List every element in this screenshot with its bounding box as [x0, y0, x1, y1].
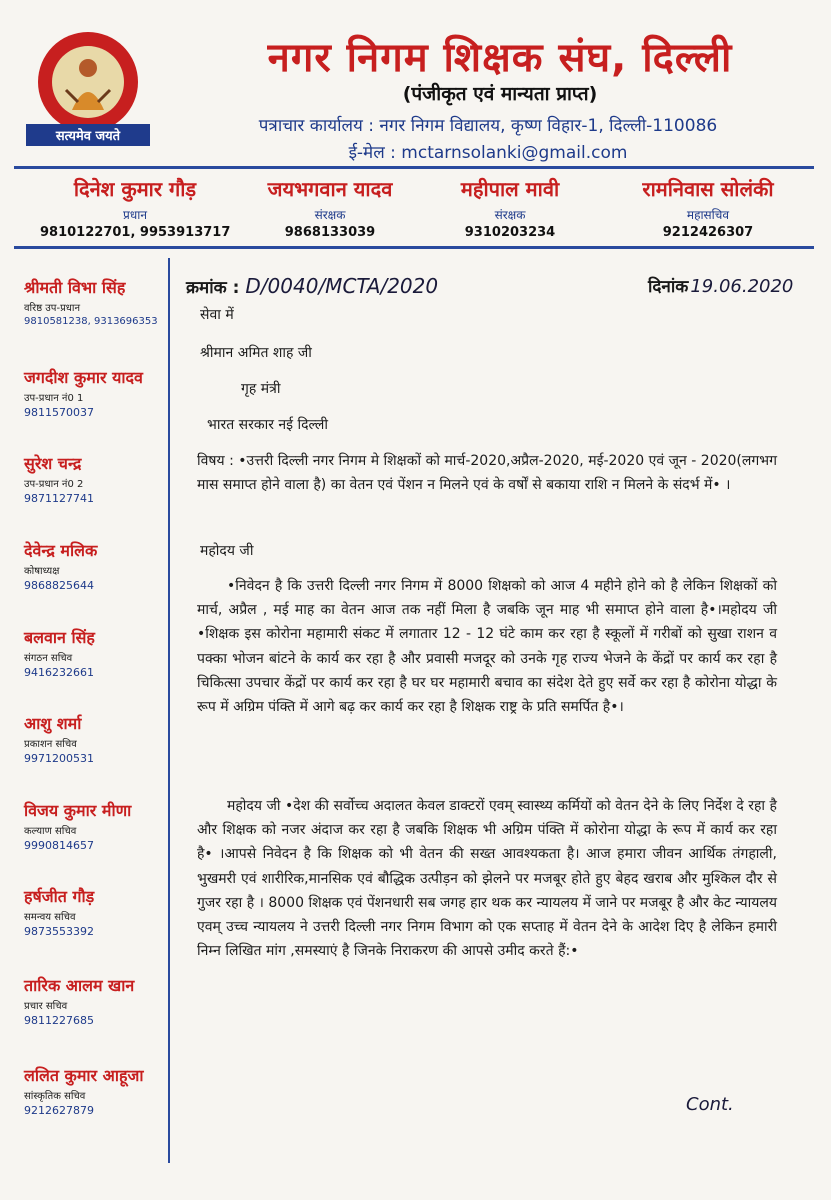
member-phone: 9990814657 [24, 839, 94, 852]
officer-role: संरक्षक [494, 208, 526, 222]
member-role: प्रचार सचिव [24, 1001, 68, 1012]
officer-patron-1 [245, 175, 415, 240]
letter-paragraph-1: •निवेदन है कि उत्तरी दिल्ली नगर निगम में 8000 शिक्षको को आज 4 महीने होने को है लेकिन शिक्षकों को मार्च, अप्रैल , मई माह का वेतन आज तक नहीं मिला है जबकि जून माह भी समाप्त होने वाला है•।महोदय जी •शिक्षक इस कोरोना महामारी संकट में लगातार 12 - 12 घंटे काम कर रहा है स्कूलों में गरीबों को सुखा राशन व पक्का भोजन बांटने के कार्य कर रहा है और प्रवासी मजदूर को उनके गृह राज्य भेजने के केंद्रों पर कार्य कर रहा है चिकित्सा उपचार केंद्रों पर कार्य कर रहा है घर घर महामारी बचाव का संदेश देते हुए सर्वे कर रहा है कोरोना योद्धा के रूप में अग्रिम पंक्ति में आगे बढ़ कर कार्य कर रहा है शिक्षक राष्ट्र के प्रति समर्पित है•। [197, 578, 777, 716]
member-phone: 9868825644 [24, 579, 94, 592]
sidebar-member [24, 799, 164, 852]
member-name: सुरेश चन्द्र [24, 454, 82, 473]
officer-role: प्रधान [123, 208, 147, 222]
letter-to: सेवा में [200, 307, 234, 323]
date-label: दिनांक [648, 277, 689, 297]
sidebar-member [24, 276, 164, 327]
officer-name: जयभगवान यादव [267, 177, 393, 201]
officer-name: रामनिवास सोलंकी [642, 177, 774, 201]
officer-name: महीपाल मावी [460, 177, 560, 201]
officer-phone: 9310203234 [464, 225, 556, 240]
officers-divider [14, 246, 814, 249]
officer-phone: 9212426307 [662, 225, 754, 240]
member-name: तारिक आलम खान [24, 976, 135, 995]
sidebar-member [24, 452, 164, 505]
officer-president [40, 175, 230, 240]
member-name: देवेन्द्र मलिक [24, 541, 98, 560]
continued-note: Cont. [686, 1094, 734, 1115]
reference-number [186, 274, 438, 298]
member-role: सांस्कृतिक सचिव [24, 1091, 86, 1102]
member-phone: 9971200531 [24, 752, 94, 765]
member-role: संगठन सचिव [24, 653, 73, 664]
member-phone: 9873553392 [24, 925, 94, 938]
member-role: उप-प्रधान नं0 1 [24, 393, 84, 404]
member-name: आशु शर्मा [24, 714, 82, 733]
office-email: ई-मेल : mctarnsolanki@gmail.com [348, 143, 628, 163]
sidebar-member [24, 366, 164, 419]
union-logo [22, 30, 152, 148]
member-phone: 9212627879 [24, 1104, 94, 1117]
member-phone: 9811570037 [24, 406, 94, 419]
letter-date [648, 274, 793, 297]
officer-phone: 9810122701, 9953913717 [40, 225, 231, 240]
member-phone: 9810581238, 9313696353 [24, 316, 158, 327]
date-value: 19.06.2020 [690, 276, 794, 297]
letter-salutation: महोदय जी [200, 543, 254, 559]
sidebar-member [24, 1064, 164, 1117]
sidebar-member [24, 885, 164, 938]
office-address: पत्राचार कार्यालय : नगर निगम विद्यालय, कृष्ण विहार-1, दिल्ली-110086 [258, 116, 718, 136]
member-name: जगदीश कुमार यादव [24, 368, 143, 387]
letter-org: भारत सरकार नई दिल्ली [207, 417, 328, 433]
member-name: श्रीमती विभा सिंह [24, 278, 126, 297]
sidebar-member [24, 974, 164, 1027]
member-role: वरिष्ठ उप-प्रधान [24, 303, 81, 314]
member-name: हर्षजीत गौड़ [24, 887, 95, 906]
officer-general-secretary [608, 175, 808, 240]
member-phone: 9811227685 [24, 1014, 94, 1027]
letter-addressee: श्रीमान अमित शाह जी [200, 345, 312, 361]
member-role: प्रकाशन सचिव [24, 739, 77, 750]
letter-designation: गृह मंत्री [241, 381, 281, 397]
officer-name: दिनेश कुमार गौड़ [73, 177, 197, 201]
sidebar-member [24, 539, 164, 592]
sidebar-member [24, 626, 164, 679]
officer-role: महासचिव [686, 208, 730, 222]
header-divider [14, 166, 814, 169]
member-name: बलवान सिंह [24, 628, 95, 647]
reference-label: क्रमांक : [186, 278, 240, 298]
member-phone: 9416232661 [24, 666, 94, 679]
sidebar-divider [168, 258, 170, 1163]
member-name: ललित कुमार आहूजा [24, 1066, 144, 1085]
letter-paragraph-2: महोदय जी •देश की सर्वोच्च अदालत केवल डाक्टरों एवम् स्वास्थ्य कर्मियों को वेतन देने के लिए निर्देश दे रहा है और शिक्षक को नजर अंदाज कर रहा है जबकि शिक्षक भी अग्रिम पंक्ति में कोरोना योद्धा के रूप में कार्य कर रहा है• ।आपसे निवेदन है कि शिक्षक को भी वेतन की सख्त आवश्यकता है। आज हमारा जीवन आर्थिक तंगहाली, भुखमरी एवं शारीरिक,मानसिक एवं बौद्धिक उत्पीड़न को झेलने पर मजबूर होते हुए बेहद खराब और मुश्किल दौर से गुजर रहा है । 8000 शिक्षक एवं पेंशनधारी सब जगह हार थक कर न्यायलय में जाने पर मजबूर है और केट न्यायलय एवम् उच्च न्यायलय ने उत्तरी दिल्ली नगर निगम विभाग को एक सप्ताह में वेतन देने के आदेश दिए है लेकिन हमारी निम्न लिखित मांग ,समस्याएं है जिनके निराकरण की आपसे उमीद करते हैं:• [197, 798, 777, 960]
logo-motto: सत्यमेव जयते [55, 129, 121, 144]
org-subtitle: (पंजीकृत एवं मान्यता प्राप्त) [402, 83, 598, 105]
org-title: नगर निगम शिक्षक संघ, दिल्ली [267, 35, 733, 81]
officer-phone: 9868133039 [284, 225, 376, 240]
member-phone: 9871127741 [24, 492, 94, 505]
officer-patron-2 [430, 175, 590, 240]
reference-value: D/0040/MCTA/2020 [245, 274, 439, 298]
letter-subject: विषय : •उत्तरी दिल्ली नगर निगम मे शिक्षकों को मार्च-2020,अप्रैल-2020, मई-2020 एवं जून - 2020(लगभग मास समाप्त होने वाला है) का वेतन एवं पेंशन न मिलने एवं के वर्षों से बकाया राशि न मिलने के संदर्भ में• । [197, 453, 777, 494]
officer-role: संरक्षक [314, 208, 346, 222]
member-role: कोषाध्यक्ष [24, 566, 60, 577]
member-name: विजय कुमार मीणा [24, 801, 132, 820]
sidebar-member [24, 712, 164, 765]
member-role: समन्वय सचिव [24, 912, 76, 923]
member-role: कल्याण सचिव [24, 826, 77, 837]
member-role: उप-प्रधान नं0 2 [24, 479, 84, 490]
